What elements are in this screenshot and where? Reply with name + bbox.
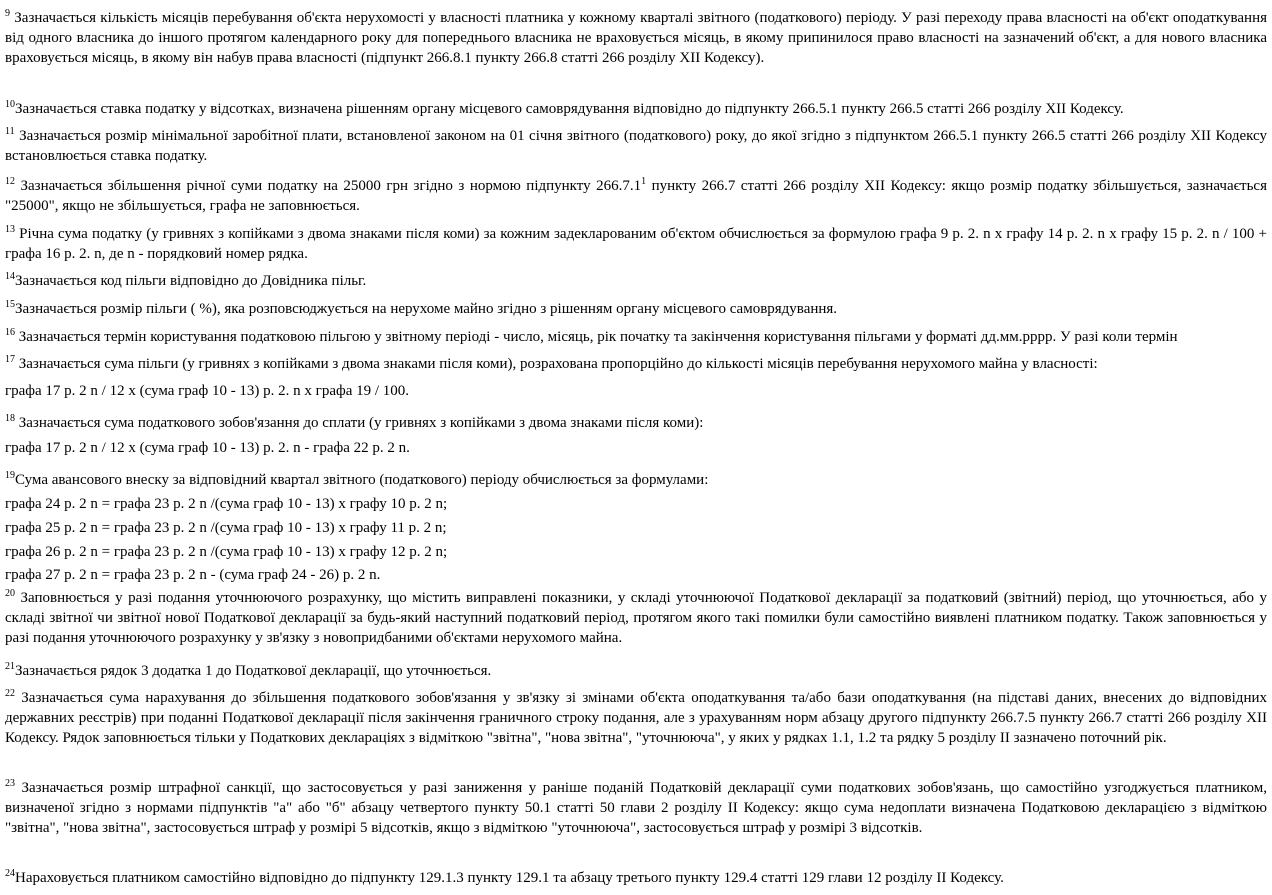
footnote-text: Зазначається кількість місяців перебування об'єкта нерухомості у власності платника у кожному кварталі звітного (податкового) періоду. У разі переходу права власності на об'єкт оподаткування від одного власника до іншого протягом календарного року для попереднього власника не враховується місяць, в якому припинилося право власності на зазначений об'єкт, а для нового власника враховується місяць, в якому він набув права власності (підпункт 266.8.1 пункту 266.8 статті 266 розділу XII Кодексу).: [5, 10, 1267, 66]
footnote-text: Нараховується платником самостійно відповідно до підпункту 129.1.3 пункту 129.1 та абзацу третього пункту 129.4 статті 129 глави 12 розділу II Кодексу.: [15, 870, 1004, 886]
footnote-text: Зазначається сума податкового зобов'язання до сплати (у гривнях з копійками з двома знаками після коми):: [18, 415, 704, 431]
footnote-number: 23: [5, 778, 15, 789]
footnote-text: Зазначається розмір штрафної санкції, що застосовується у разі заниження у раніше поданій Податковій декларації суми податкових зобов'язань, що самостійно узгоджується платником, визначеної згідно з нормами підпунктів "а" або "б" абзацу четвертого пункту 50.1 статті 50 глави 2 розділу II Кодексу: якщо сума недоплати визначена Податковою декларацією з відміткою "звітна", "нова звітна", застосовується штраф у розмірі 5 відсотків, якщо з відміткою "уточнююча", застосовується штраф у розмірі 3 відсотків.: [5, 780, 1268, 836]
footnote-text: Зазначається рядок 3 додатка 1 до Податкової декларації, що уточнюється.: [15, 663, 492, 679]
formula-line: графа 25 р. 2 n = графа 23 р. 2 n /(сума граф 10 - 13) х графу 11 р. 2 n;: [5, 520, 447, 536]
footnote-text: Зазначається сума пільги (у гривнях з копійками з двома знаками після коми), розрахована пропорційно до кількості місяців перебування нерухомого майна у власності:: [18, 356, 1098, 372]
footnote-number: 11: [5, 126, 15, 137]
footnote-18: [5, 413, 1267, 433]
footnote-number: 12: [5, 176, 15, 187]
footnote-21: [5, 661, 1267, 681]
footnote-number: 18: [5, 413, 15, 424]
footnote-17: [5, 354, 1267, 374]
footnote-13: [5, 224, 1267, 264]
footnote-number: 21: [5, 661, 15, 672]
footnote-number: 16: [5, 327, 15, 338]
footnote-16: [5, 327, 1267, 347]
footnote-9: [5, 8, 1267, 68]
footnote-text: Зазначається код пільги відповідно до Довідника пільг.: [15, 273, 367, 289]
footnote-number: 10: [5, 99, 15, 110]
footnote-14: [5, 271, 1267, 291]
footnote-text: Зазначається термін користування податковою пільгою у звітному періоді - число, місяць, рік початку та закінчення користування пільгами у форматі дд.мм.рррр. У разі коли термін: [18, 329, 1178, 345]
footnote-number: 15: [5, 299, 15, 310]
footnote-23: [5, 778, 1267, 838]
formula-line: графа 24 р. 2 n = графа 23 р. 2 n /(сума граф 10 - 13) х графу 10 р. 2 n;: [5, 496, 448, 512]
footnote-20: [5, 588, 1267, 648]
footnote-number: 19: [5, 470, 15, 481]
footnote-text: Зазначається сума нарахування до збільшення податкового зобов'язання у зв'язку зі змінами об'єкта оподаткування та/або бази оподаткування (на підставі даних, внесених до відповідних державних реєстрів) при поданні Податкової декларації після закінчення граничного строку подання, але з урахуванням норм абзацу другого підпункту 266.7.5 пункту 266.7 статті 266 розділу XII Кодексу. Рядок заповнюється тільки у Податкових деклараціях з відміткою "звітна", "нова звітна", "уточнююча", у яких у рядках 1.1, 1.2 та рядку 5 розділу II зазначено поточний рік.: [5, 690, 1267, 746]
footnote-text: Зазначається розмір пільги ( %), яка розповсюджується на нерухоме майно згідно з рішенням органу місцевого самоврядування.: [15, 301, 838, 317]
footnote-number: 9: [5, 8, 10, 19]
footnote-text: Річна сума податку (у гривнях з копійками з двома знаками після коми) за кожним задекларованим об'єктом обчислюється за формулою графа 9 р. 2. n х графу 14 р. 2. n х графу 15 р. 2. n / 100 + графа 16 р. 2. n, де n - порядковий номер рядка.: [5, 226, 1267, 262]
formula-line: графа 26 р. 2 n = графа 23 р. 2 n /(сума граф 10 - 13) х графу 12 р. 2 n;: [5, 544, 448, 560]
footnote-number: 20: [5, 588, 15, 599]
footnote-12: [5, 176, 1267, 216]
formula-line: графа 17 р. 2 n / 12 х (сума граф 10 - 13) р. 2. n - графа 22 р. 2 n.: [5, 440, 410, 456]
footnote-10: [5, 99, 1267, 119]
footnote-number: 22: [5, 688, 15, 699]
footnote-text: Зазначається ставка податку у відсотках, визначена рішенням органу місцевого самоврядування відповідно до підпункту 266.5.1 пункту 266.5 статті 266 розділу XII Кодексу.: [15, 101, 1124, 117]
footnote-text-part-1: Зазначається збільшення річної суми податку на 25000 грн згідно з нормою підпункту 266.7.1: [20, 178, 642, 194]
footnote-number: 14: [5, 271, 15, 282]
footnote-15: [5, 299, 1267, 319]
footnote-text: Зазначається розмір мінімальної заробітної плати, встановленої законом на 01 січня звітного (податкового) року, до якої згідно з підпунктом 266.5.1 пункту 266.5 статті 266 розділу XII Кодексу встановлюється ставка податку.: [5, 128, 1268, 164]
footnote-text: Заповнюється у разі подання уточнюючого розрахунку, що містить виправлені показники, у складі уточнюючої Податкової декларації за податковий (звітний) період, що уточнюється, або у складі звітної чи звітної нової Податкової декларації за будь-який наступний податковий період, протягом якого такі помилки були самостійно виявлені платником податку. Також заповнюється у разі подання уточнюючого розрахунку у зв'язку з новопридбаними об'єктами нерухомого майна.: [5, 590, 1267, 646]
footnote-number: 24: [5, 868, 15, 879]
subpoint-superscript: 1: [641, 176, 647, 187]
footnote-24: [5, 868, 1267, 888]
footnote-text: Сума авансового внеску за відповідний квартал звітного (податкового) періоду обчислюється за формулами:: [15, 472, 709, 488]
footnote-22: [5, 688, 1267, 748]
footnote-11: [5, 126, 1267, 166]
footnote-19: [5, 470, 1267, 490]
footnote-text-part-2: пункту 266.7 статті 266 розділу XII Кодексу: якщо розмір податку збільшується, зазначається "25000", якщо не збільшується, графа не заповнюється.: [5, 178, 1267, 214]
footnote-number: 13: [5, 224, 15, 235]
footnote-number: 17: [5, 354, 15, 365]
formula-line: графа 17 р. 2 n / 12 х (сума граф 10 - 13) р. 2. n х графа 19 / 100.: [5, 383, 410, 399]
formula-line: графа 27 р. 2 n = графа 23 р. 2 n - (сума граф 24 - 26) р. 2 n.: [5, 567, 381, 583]
